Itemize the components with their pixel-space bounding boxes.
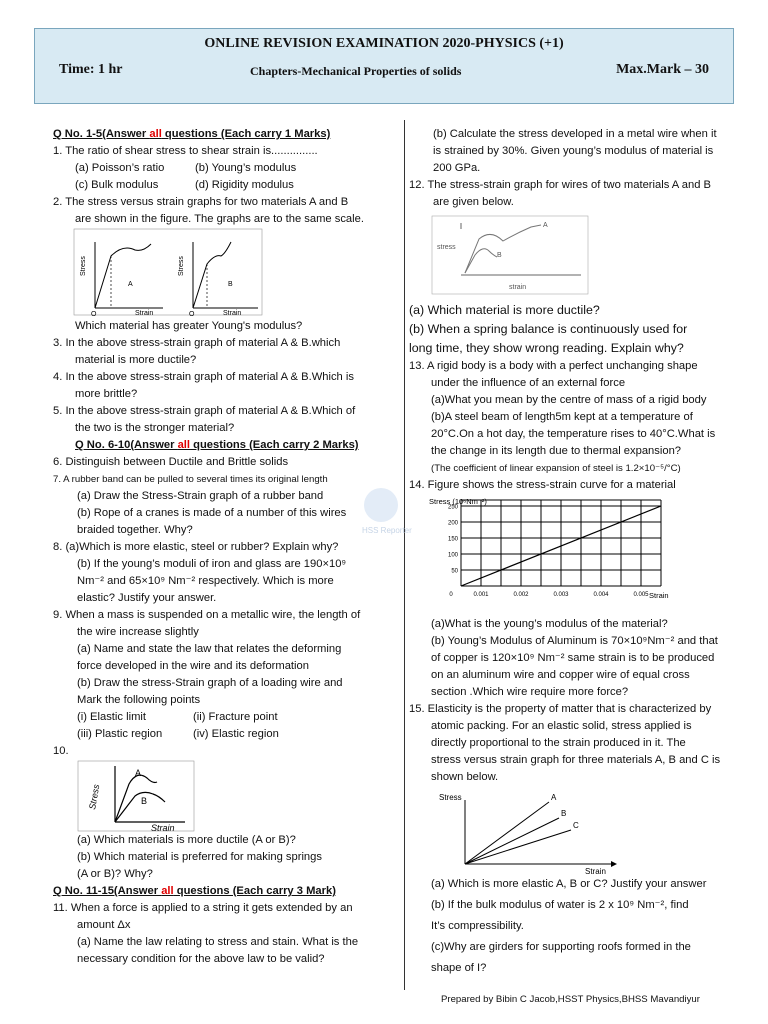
question-12-line-1: 12. The stress-strain graph for wires of two materials A and B <box>409 179 711 191</box>
figure-q14-chart <box>409 494 699 616</box>
question-9-points-1: (i) Elastic limit (ii) Fracture point <box>77 711 278 723</box>
question-5-line-1: 5. In the above stress-strain graph of material A & B.Which of <box>53 405 356 417</box>
question-13-line-2: under the influence of an external force <box>431 377 626 389</box>
fig10-strain-label: Strain <box>151 823 175 832</box>
question-8-b-1: (b) If the young’s moduli of iron and glass are 190×10⁹ <box>77 558 347 570</box>
chart-y-tick-label: 50 <box>451 568 458 575</box>
question-7-line-1: 7. A rubber band can be pulled to several times its original length <box>53 474 328 485</box>
question-13-a: (a)What you mean by the centre of mass of a rigid body <box>431 394 707 406</box>
fig2-stress-label-b: Stress <box>178 256 185 276</box>
question-11-a-2: necessary condition for the above law to be valid? <box>77 953 325 965</box>
chart-ylabel: Stress (10⁶Nm⁻²) <box>429 497 487 506</box>
question-13-b-2: 20°C.On a hot day, the temperature rises to 40°C.What is <box>431 428 716 440</box>
figure-frame <box>432 216 588 294</box>
question-12-b-2: long time, they show wrong reading. Explain why? <box>409 341 684 355</box>
chart-x-tick-label: 0.001 <box>473 592 489 598</box>
fig10-label-a: A <box>135 768 142 778</box>
section-heading-2: Q No. 6-10(Answer all questions (Each carry 2 Marks) <box>75 439 359 451</box>
question-11-b-3: 200 GPa. <box>433 162 481 174</box>
question-9-a-1: (a) Name and state the law that relates the deforming <box>77 643 342 655</box>
fig15-label-b: B <box>561 809 567 818</box>
question-10-number: 10. <box>53 745 69 757</box>
question-14-b-3: on an aluminum wire and copper wire of equal cross <box>431 669 690 681</box>
exam-title: ONLINE REVISION EXAMINATION 2020-PHYSICS (+1) <box>204 36 564 51</box>
chart-x-tick-label: 0 <box>449 592 453 598</box>
chart-y-tick-label: 150 <box>447 536 458 543</box>
question-6: 6. Distinguish between Ductile and Brittle solids <box>53 456 289 468</box>
question-9-b-1: (b) Draw the stress-Strain graph of a loading wire and <box>77 677 343 689</box>
question-1: 1. The ratio of shear stress to shear strain is............... <box>53 145 318 157</box>
column-divider <box>404 120 405 990</box>
left-column <box>53 126 398 968</box>
question-12-b-1: (b) When a spring balance is continuously used for <box>409 322 688 336</box>
question-10-a: (a) Which materials is more ductile (A or B)? <box>77 834 296 846</box>
fig10-label-b: B <box>141 796 148 806</box>
figure-frame <box>74 229 262 315</box>
question-10-b-2: (A or B)? Why? <box>77 868 153 880</box>
question-14-b-4: section .Which wire require more force? <box>431 686 629 698</box>
question-13-b-1: (b)A steel beam of length5m kept at a temperature of <box>431 411 693 423</box>
question-14-b-2: of copper is 120×10⁹ Nm⁻² same strain is to be produced <box>431 652 715 664</box>
question-4-line-1: 4. In the above stress-strain graph of material A & B.Which is <box>53 371 354 383</box>
fig12-stress-label: stress <box>437 244 456 251</box>
question-13-note: (The coefficient of linear expansion of steel is 1.2×10⁻⁵/°C) <box>431 463 681 474</box>
exam-max-mark: Max.Mark – 30 <box>616 62 709 77</box>
question-9-line-2: the wire increase slightly <box>77 626 199 638</box>
question-14-a: (a)What is the young’s modulus of the material? <box>431 618 668 630</box>
question-7-b-1: (b) Rope of a cranes is made of a number of this wires <box>77 507 347 519</box>
question-8-line-1: 8. (a)Which is more elastic, steel or rubber? Explain why? <box>53 541 339 553</box>
question-15-a: (a) Which is more elastic A, B or C? Justify your answer <box>431 878 707 890</box>
fig15-stress-label: Stress <box>439 793 462 802</box>
watermark-logo <box>364 488 398 522</box>
chart-y-tick-label: 200 <box>447 520 458 527</box>
question-15-line-1: 15. Elasticity is the property of matter that is characterized by <box>409 703 712 715</box>
question-11-a-1: (a) Name the law relating to stress and stain. What is the <box>77 936 359 948</box>
fig15-label-a: A <box>551 793 557 802</box>
question-14-line-1: 14. Figure shows the stress-strain curve for a material <box>409 479 676 491</box>
fig2-strain-label-a: Strain <box>135 310 154 317</box>
question-14-b-1: (b) Young’s Modulus of Aluminum is 70×10⁹Nm⁻² and that <box>431 635 718 647</box>
section-heading-1: Q No. 1-5(Answer all questions (Each carry 1 Marks) <box>53 128 331 140</box>
figure-q2-stress-strain <box>73 228 273 318</box>
chart-x-tick-label: 0.002 <box>513 592 529 598</box>
question-9-b-2: Mark the following points <box>77 694 201 706</box>
question-11-line-2: amount Δx <box>77 919 131 931</box>
fig2-origin-b: O <box>189 311 195 318</box>
exam-chapters: Chapters-Mechanical Properties of solids <box>250 64 462 78</box>
fig12-label-a: A <box>543 222 548 229</box>
fig12-strain-label: strain <box>509 284 527 291</box>
question-11-b-2: is strained by 30%. Given young’s modulus of material is <box>433 145 714 157</box>
chart-y-tick-label: 100 <box>447 552 458 559</box>
fig2-strain-label-b: Strain <box>223 310 242 317</box>
right-column <box>409 126 739 979</box>
figure-q10-stress-strain <box>77 760 197 832</box>
question-13-line-1: 13. A rigid body is a body with a perfect unchanging shape <box>409 360 698 372</box>
question-12-line-2: are given below. <box>433 196 514 208</box>
question-15-c-1: (c)Why are girders for supporting roofs formed in the <box>431 941 691 953</box>
chart-x-tick-label: 0.005 <box>633 592 649 598</box>
question-8-b-3: elastic? Justify your answer. <box>77 592 217 604</box>
question-9-points-2: (iii) Plastic region (iv) Elastic region <box>77 728 279 740</box>
question-9-a-2: force developed in the wire and its deformation <box>77 660 309 672</box>
chart-grid <box>461 500 661 586</box>
figure-q12-stress-strain <box>431 215 591 297</box>
question-1-options-ab: (a) Poisson’s ratio (b) Young’s modulus <box>75 162 297 174</box>
question-7-a: (a) Draw the Stress-Strain graph of a rubber band <box>77 490 324 502</box>
question-4-line-2: more brittle? <box>75 388 138 400</box>
question-15-line-4: stress versus strain graph for three materials A, B and C is <box>431 754 721 766</box>
question-15-b-1: (b) If the bulk modulus of water is 2 x 10⁹ Nm⁻², find <box>431 899 689 911</box>
chart-x-tick-label: 0.003 <box>553 592 569 598</box>
question-7-b-2: braided together. Why? <box>77 524 193 536</box>
fig10-stress-label: Stress <box>87 783 102 811</box>
question-15-line-3: directly proportional to the strain produced in it. The <box>431 737 686 749</box>
chart-xlabel: Strain <box>649 591 669 600</box>
question-2-after: Which material has greater Young's modulus? <box>75 320 303 332</box>
question-5-line-2: the two is the stronger material? <box>75 422 235 434</box>
fig2-label-a: A <box>128 281 133 288</box>
chart-y-tick-label: 250 <box>447 504 458 511</box>
question-8-b-2: Nm⁻² and 65×10⁹ Nm⁻² respectively. Which is more <box>77 575 334 587</box>
fig2-stress-label-a: Stress <box>80 256 87 276</box>
question-3-line-1: 3. In the above stress-strain graph of material A & B.which <box>53 337 341 349</box>
question-15-c-2: shape of I? <box>431 962 487 974</box>
question-15-b-2: It’s compressibility. <box>431 920 524 932</box>
question-11-b-1: (b) Calculate the stress developed in a metal wire when it <box>433 128 717 140</box>
question-9-line-1: 9. When a mass is suspended on a metallic wire, the length of <box>53 609 361 621</box>
exam-time: Time: 1 hr <box>59 62 123 77</box>
question-2-line-1: 2. The stress versus strain graphs for two materials A and B <box>53 196 349 208</box>
question-1-options-cd: (c) Bulk modulus (d) Rigidity modulus <box>75 179 294 191</box>
fig2-label-b: B <box>228 281 233 288</box>
fig15-strain-label: Strain <box>585 867 606 874</box>
question-15-line-5: shown below. <box>431 771 499 783</box>
chart-x-tick-label: 0.004 <box>593 592 609 598</box>
question-11-line-1: 11. When a force is applied to a string it gets extended by an <box>53 902 353 914</box>
question-13-b-3: the change in its length due to thermal expansion? <box>431 445 682 457</box>
figure-q15-stress-strain <box>435 788 635 874</box>
footer-credit: Prepared by Bibin C Jacob,HSST Physics,BHSS Mavandiyur <box>441 994 700 1005</box>
fig15-label-c: C <box>573 821 579 830</box>
exam-header <box>34 28 734 104</box>
question-12-a: (a) Which material is more ductile? <box>409 303 600 317</box>
watermark-text: HSS Reporter <box>362 526 412 535</box>
question-10-b-1: (b) Which material is preferred for making springs <box>77 851 322 863</box>
section-heading-3: Q No. 11-15(Answer all questions (Each carry 3 Mark) <box>53 885 336 897</box>
question-2-line-2: are shown in the figure. The graphs are to the same scale. <box>75 213 364 225</box>
question-15-line-2: atomic packing. For an elastic solid, stress applied is <box>431 720 692 732</box>
fig2-origin-a: O <box>91 311 97 318</box>
question-3-line-2: material is more ductile? <box>75 354 197 366</box>
fig12-label-b: B <box>497 252 502 259</box>
